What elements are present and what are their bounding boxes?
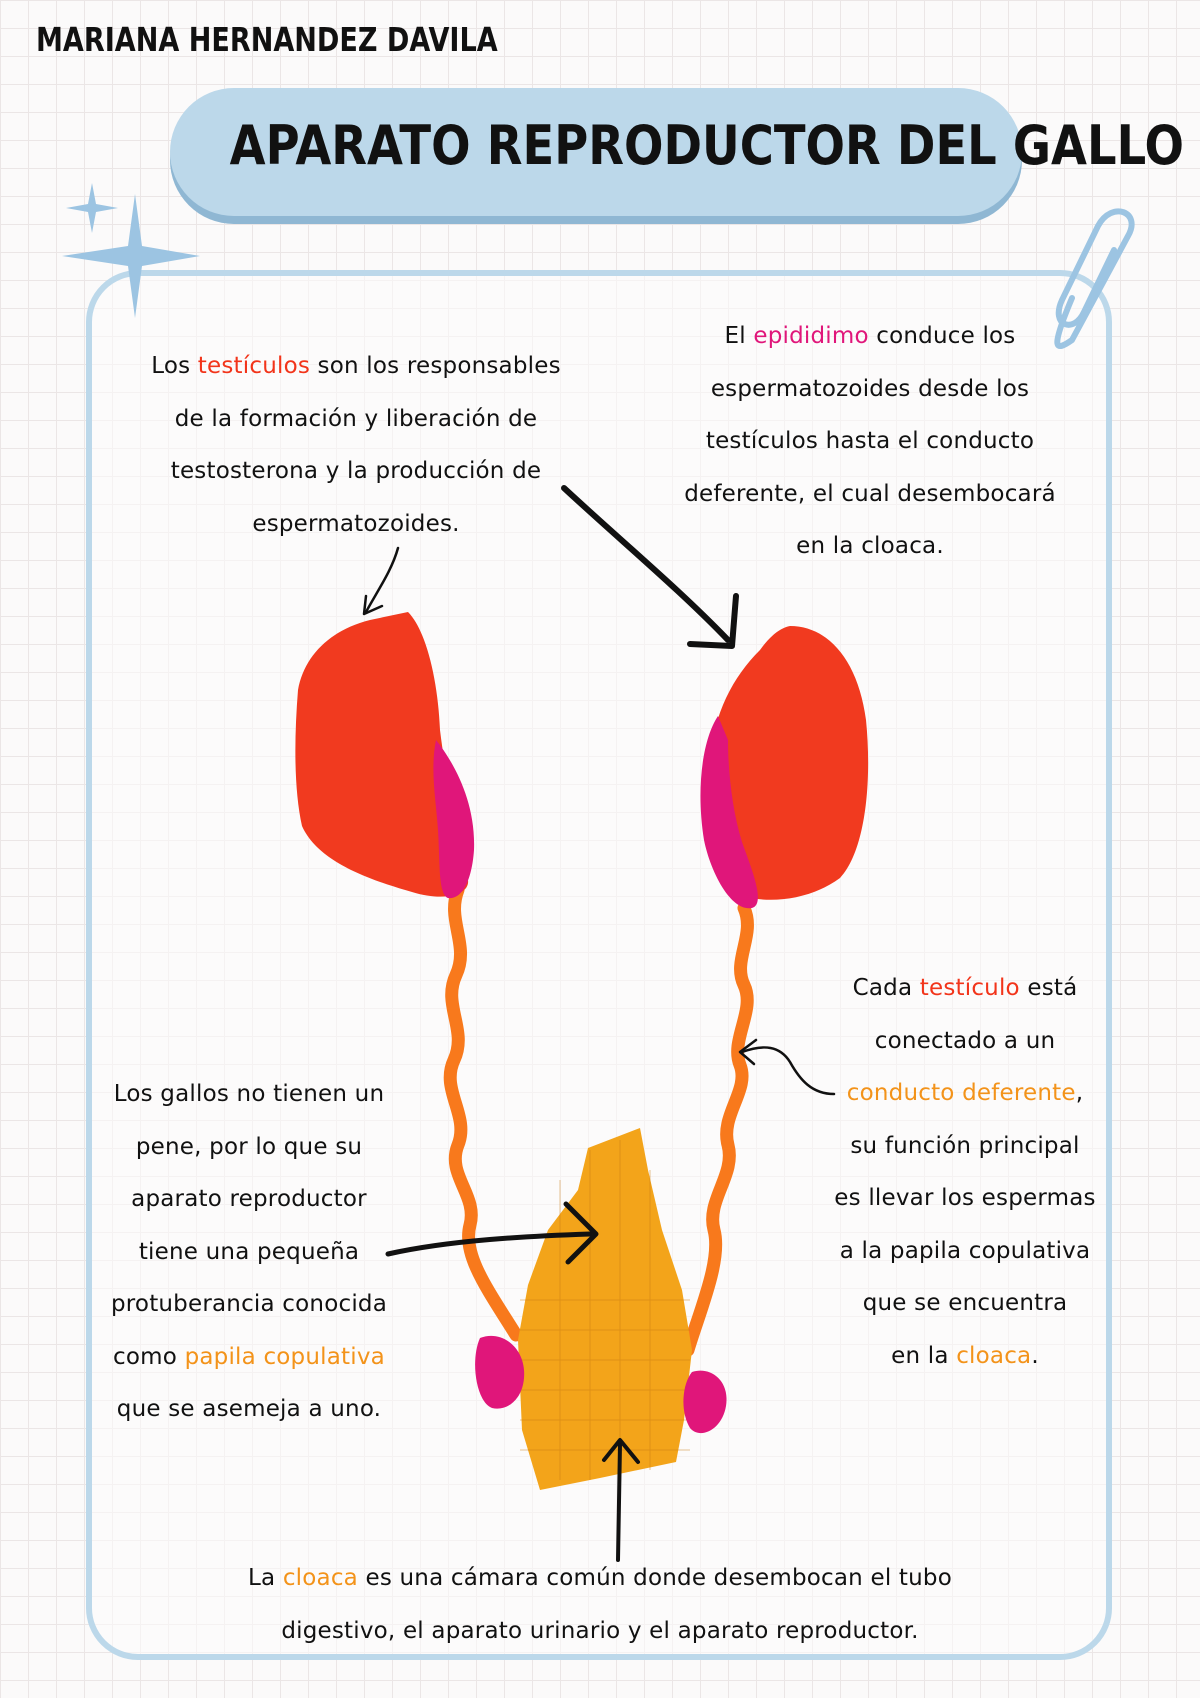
note-line	[200, 1552, 1000, 1605]
note-line	[640, 363, 1100, 416]
note-text: que se asemeja a uno.	[116, 1396, 382, 1422]
highlight-term: cloaca	[282, 1565, 358, 1591]
note-cloaca	[200, 1552, 1000, 1657]
note-text: .	[1031, 1342, 1039, 1369]
note-text: en la	[891, 1342, 957, 1369]
note-text: de la formación y liberación de	[174, 405, 538, 432]
highlight-term: conducto deferente	[846, 1080, 1076, 1106]
note-line	[640, 468, 1100, 521]
note-line	[84, 1121, 414, 1174]
note-text: a la papila copulativa	[839, 1237, 1091, 1264]
left-papilla-end	[475, 1336, 524, 1409]
note-text: tiene una pequeña	[138, 1238, 360, 1265]
note-line	[126, 340, 586, 393]
note-text: deferente, el cual desembocará	[684, 480, 1056, 507]
note-text: conduce los	[868, 323, 1016, 349]
sparkle-icon	[62, 183, 200, 318]
note-conducto-deferente	[800, 962, 1130, 1382]
note-papila-copulativa	[84, 1068, 414, 1436]
note-line	[800, 962, 1130, 1015]
note-line	[800, 1015, 1130, 1068]
note-testiculos	[126, 340, 586, 550]
note-line	[800, 1277, 1130, 1330]
note-line	[800, 1120, 1130, 1173]
note-text: pene, por lo que su	[135, 1133, 363, 1160]
highlight-term: papila copulativa	[184, 1343, 385, 1370]
note-line	[800, 1330, 1130, 1383]
page-title: APARATO REPRODUCTOR DEL GALLO	[229, 114, 1184, 177]
note-text: espermatozoides desde los	[710, 375, 1030, 402]
highlight-term: cloaca	[956, 1342, 1032, 1369]
note-text: en la cloaca.	[796, 533, 944, 559]
note-line	[84, 1068, 414, 1121]
note-line	[640, 415, 1100, 468]
note-text: conectado a un	[874, 1027, 1056, 1054]
note-line	[126, 393, 586, 446]
note-text: testículos hasta el conducto	[705, 428, 1035, 454]
highlight-term: testículos	[197, 353, 311, 379]
note-text: como	[113, 1343, 185, 1370]
note-text: espermatozoides.	[252, 510, 460, 537]
note-text: El	[724, 323, 754, 349]
right-vas-deferens	[688, 908, 747, 1350]
note-line	[126, 445, 586, 498]
note-text: protuberancia conocida	[110, 1291, 388, 1317]
note-line	[640, 520, 1100, 573]
note-text: está	[1019, 975, 1078, 1001]
note-line	[84, 1383, 414, 1436]
arrow-testiculos	[366, 548, 398, 612]
note-line	[800, 1225, 1130, 1278]
note-text: Los gallos no tienen un	[113, 1081, 385, 1107]
highlight-term: testículo	[919, 975, 1020, 1001]
note-line	[800, 1172, 1130, 1225]
note-text: ,	[1075, 1080, 1084, 1106]
cloaca	[518, 1128, 692, 1490]
note-line	[800, 1067, 1130, 1120]
left-vas-deferens	[450, 890, 516, 1335]
note-line	[84, 1173, 414, 1226]
note-text: es una cámara común donde desembocan el tubo	[357, 1565, 952, 1591]
author-name: MARIANA HERNANDEZ DAVILA	[36, 20, 498, 59]
note-text: Los	[151, 353, 198, 379]
highlight-term: epididimo	[753, 323, 869, 349]
note-text: aparato reproductor	[131, 1186, 367, 1212]
right-papilla-end	[683, 1371, 726, 1433]
note-line	[640, 310, 1100, 363]
note-epididimo	[640, 310, 1100, 573]
note-line	[126, 498, 586, 551]
note-line	[84, 1278, 414, 1331]
note-text: testosterona y la producción de	[170, 458, 542, 484]
note-text: que se encuentra	[862, 1290, 1068, 1316]
note-line	[84, 1226, 414, 1279]
note-line	[200, 1605, 1000, 1658]
note-text: La	[247, 1565, 283, 1591]
note-text: digestivo, el aparato urinario y el aparato reproductor.	[281, 1617, 919, 1644]
note-text: su función principal	[850, 1132, 1080, 1159]
note-text: son los responsables	[310, 353, 561, 379]
note-text: es llevar los espermas	[834, 1185, 1096, 1211]
note-text: Cada	[852, 975, 920, 1001]
note-line	[84, 1331, 414, 1384]
arrow-cloaca	[618, 1444, 620, 1560]
